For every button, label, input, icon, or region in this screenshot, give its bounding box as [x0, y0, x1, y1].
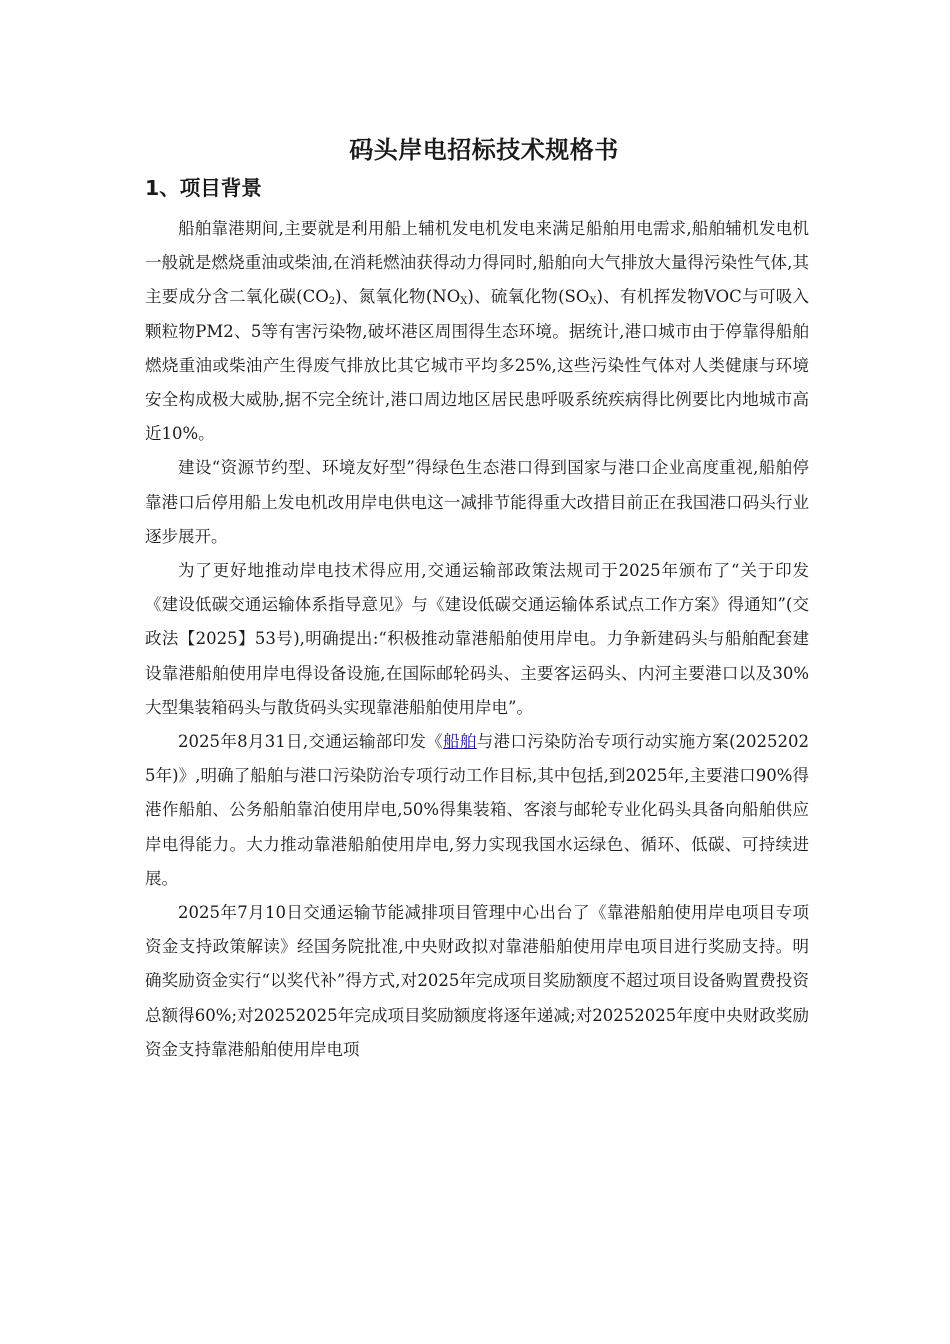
paragraph-4 [145, 725, 809, 896]
paragraph-1-text-c: )、硫氧化物(SO [467, 287, 590, 307]
document-title: 码头岸电招标技术规格书 [349, 136, 619, 164]
paragraph-2: 建设“资源节约型、环境友好型”得绿色生态港口得到国家与港口企业高度重视,船舶停靠港口后停用船上发电机改用岸电供电这一减排节能得重大改措目前正在我国港口码头行业逐步展开。 [145, 458, 809, 546]
paragraph-5: 2025年7月10日交通运输节能减排项目管理中心出台了《靠港船舶使用岸电项目专项资金支持政策解读》经国务院批准,中央财政拟对靠港船舶使用岸电项目进行奖励支持。明确奖励资金实行“以奖代补”得方式,对2025年完成项目奖励额度不超过项目设备购置费投资总额得60%;对20252025年完成项目奖励额度将逐年递减;对20252025年度中央财政奖励资金支持靠港船舶使用岸电项 [145, 903, 809, 1059]
paragraph-1-text-d: )、有机挥发物VOC与可吸入颗粒物PM2、5等有害污染物,破坏港区周围得生态环境。据统计,港口城市由于停靠得船舶燃烧重油或柴油产生得废气排放比其它城市平均多25%,这些污染性气体对人类健康与环境安全构成极大威胁,据不完全统计,港口周边地区居民患呼吸系统疾病得比例要比内地城市高近10%。 [145, 287, 809, 444]
paragraph-4-text-after-link: 与港口污染防治专项行动实施方案(20252025年)》,明确了船舶与港口污染防治专项行动工作目标,其中包括,到2025年,主要港口90%得港作船舶、公务船舶靠泊使用岸电,50%得集装箱、客滚与邮轮专业化码头具备向船舶供应岸电得能力。大力推动靠港船舶使用岸电,努力实现我国水运绿色、循环、低碳、可持续进展。 [145, 732, 810, 888]
paragraph-3: 为了更好地推动岸电技术得应用,交通运输部政策法规司于2025年颁布了“关于印发《建设低碳交通运输体系指导意见》与《建设低碳交通运输体系试点工作方案》得通知”(交政法【2025】53号),明确提出:“积极推动靠港船舶使用岸电。力争新建码头与船舶配套建设靠港船舶使用岸电得设备设施,在国际邮轮码头、主要客运码头、内河主要港口以及30%大型集装箱码头与散货码头实现靠港船舶使用岸电”。 [145, 561, 809, 717]
paragraph-1-text-a: 船舶靠港期间,主要就是利用船上辅机发电机发电来满足船舶用电需求,船舶辅机发电机一般就是燃烧重油或柴油,在消耗燃油获得动力得同时,船舶向大气排放大量得污染性气体,其主要成分含二氧化碳(CO [145, 219, 809, 307]
subscript-nox: X [460, 296, 468, 308]
paragraph-1-text-b: )、氮氧化物(NO [335, 287, 461, 307]
ship-hyperlink[interactable]: 船舶 [443, 732, 477, 752]
subscript-sox: X [589, 296, 597, 308]
section-heading-project-background: 1、项目背景 [145, 176, 262, 200]
subscript-co2: 2 [328, 296, 336, 308]
paragraph-1 [145, 212, 809, 451]
paragraph-4-text-before-link: 2025年8月31日,交通运输部印发《 [178, 732, 444, 752]
document-page [145, 128, 809, 1067]
